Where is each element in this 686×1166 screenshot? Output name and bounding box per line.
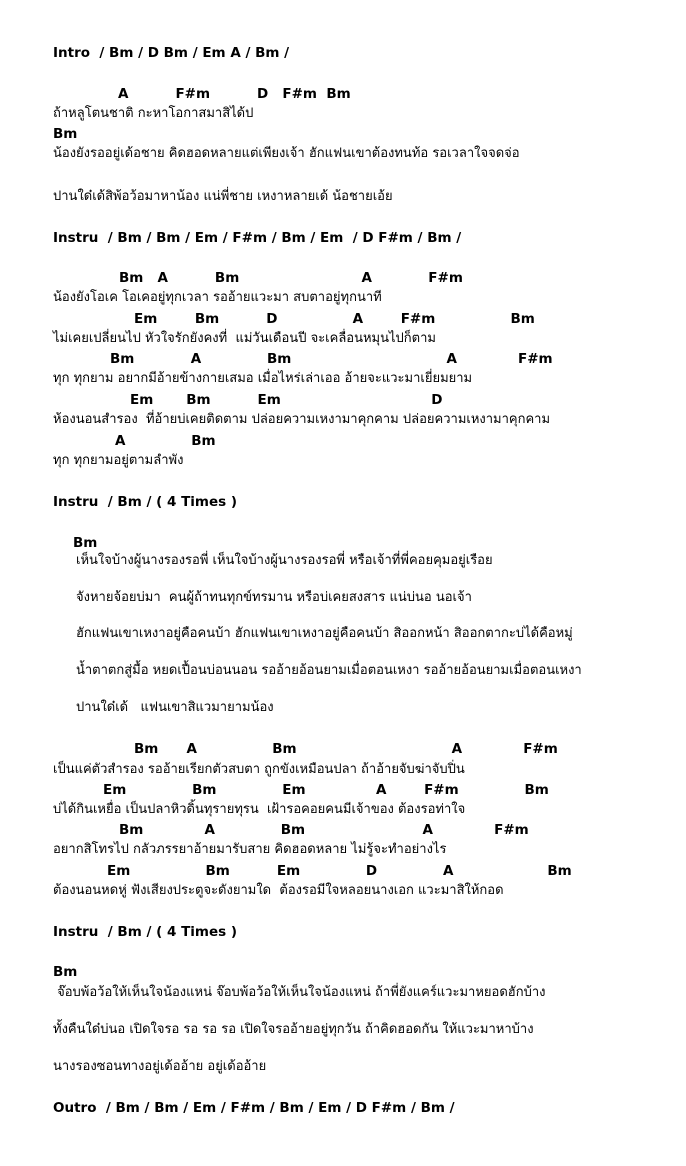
lyric-line: นางรองซอนทางอยู่เด้ออ้าย อยู่เด้ออ้าย <box>53 1059 267 1074</box>
instru-line: Instru / Bm / Bm / Em / F#m / Bm / Em / D F#m / Bm / <box>53 230 462 246</box>
chord-line: Bm A Bm A F#m <box>134 741 558 757</box>
lyric-line: น้องยังรออยู่เด้อชาย คิดฮอดหลายแต่เพียงเจ้า ฮักแฟนเขาต้องทนท้อ รอเวลาใจจดจ่อ <box>53 146 520 161</box>
lyric-line: ทุก ทุกยาม อยากมีอ้ายข้างกายเสมอ เมื่อไหร่เล่าเออ อ้ายจะแวะมาเยี่ยมยาม <box>53 371 473 386</box>
instru-line: Instru / Bm / ( 4 Times ) <box>53 924 238 940</box>
lyric-line: เป็นแค่ตัวสำรอง รออ้ายเรียกตัวสบตา ถูกขังเหมือนปลา ถ้าอ้ายจับฆ่าจับปิ่น <box>53 762 465 777</box>
chord-line: Em Bm Em D A Bm <box>107 863 572 879</box>
lyric-line: อยากสิโทรไป กลัวภรรยาอ้ายมารับสาย คิดฮอดหลาย ไม่รู้จะทำอย่างไร <box>53 842 447 857</box>
lyric-line: ทุก ทุกยามอยู่ตามลำพัง <box>53 453 184 468</box>
lyric-line: น้องยังโอเค โอเคอยู่ทุกเวลา รออ้ายแวะมา สบตาอยู่ทุกนาที <box>53 290 382 305</box>
lyric-line: ไม่เคยเปลี่ยนไป หัวใจรักยังคงที่ แม่วันเดือนปี จะเคลื่อนหมุนไปก็ตาม <box>53 331 436 346</box>
chord-line: A Bm <box>115 433 216 449</box>
chord-line: Bm <box>53 126 78 142</box>
instru-line: Instru / Bm / ( 4 Times ) <box>53 494 238 510</box>
lyric-line: ห้องนอนสำรอง ที่อ้ายบ่เคยติดตาม ปล่อยความเหงามาคุกคาม ปล่อยความเหงามาคุกคาม <box>53 412 551 427</box>
chord-line: Bm A Bm A F#m <box>119 822 529 838</box>
lyric-line: ต้องนอนหดหู่ ฟังเสียงประตูจะดังยามใด ต้องรอมีใจหลอยนางเอก แวะมาสิให้กอด <box>53 883 504 898</box>
outro-line: Outro / Bm / Bm / Em / F#m / Bm / Em / D F#m / Bm / <box>53 1100 455 1116</box>
lyric-line: จ๊อบพ้อว้อให้เห็นใจน้องแหน่ จ๊อบพ้อว้อให้เห็นใจน้องแหน่ ถ้าพี่ยังแคร์แวะมาหยอดฮักบ้าง <box>53 985 546 1000</box>
chord-line: Em Bm Em D <box>130 392 443 408</box>
lyric-line: เห็นใจบ้างผู้นางรองรอพี่ เห็นใจบ้างผู้นางรองรอพี่ หรือเจ้าที่พี่คอยคุมอยู่เรือย <box>76 553 493 568</box>
lyric-line: ถ้าหลูโตนชาติ กะหาโอกาสมาสิได้ป <box>53 106 254 121</box>
chord-line: Bm <box>73 535 98 551</box>
lyric-line: ปานใด๋เด้สิพ้อว้อมาหาน้อง แน่พี่ชาย เหงาหลายเด้ น้อชายเอ้ย <box>53 189 393 204</box>
lyric-line: ปานใด๋เด้ แฟนเขาสิแวมายามน้อง <box>76 700 274 715</box>
lyric-line: บ่ได้กินเหยื่อ เป็นปลาหิวดิ้นทุรายทุรน เฝ้ารอคอยคนมีเจ้าของ ต้องรอท่าใจ <box>53 802 466 817</box>
chord-line: Em Bm Em A F#m Bm <box>103 782 549 798</box>
chord-line: Bm A Bm A F#m <box>119 270 463 286</box>
lyric-line: ทั้งคืนใด๋บ่นอ เปิดใจรอ รอ รอ รอ เปิดใจรออ้ายอยู่ทุกวัน ถ้าคิดฮอดกัน ให้แวะมาหาบ้าง <box>53 1022 534 1037</box>
chord-line: Em Bm D A F#m Bm <box>134 311 535 327</box>
lyric-line: ฮักแฟนเขาเหงาอยู่คือคนบ้า ฮักแฟนเขาเหงาอยู่คือคนบ้า สิออกหน้า สิออกตากะบ่ได้คือหมู่ <box>76 626 573 641</box>
chord-line: Bm <box>53 964 78 980</box>
lyric-line: น้ำตาตกสู่มื้อ หยดเปื้อนบ่อนนอน รออ้ายอ้อนยามเมื่อตอนเหงา รออ้ายอ้อนยามเมื่อตอนเหงา <box>76 663 582 678</box>
lyric-line: จังหายจ้อยบ่มา คนผู้ถ้าทนทุกข์ทรมาน หรือบ่เคยสงสาร แน่บ่นอ นอเจ้า <box>76 590 472 605</box>
chord-line: A F#m D F#m Bm <box>118 86 351 102</box>
intro-line: Intro / Bm / D Bm / Em A / Bm / <box>53 45 290 61</box>
chord-line: Bm A Bm A F#m <box>110 351 553 367</box>
